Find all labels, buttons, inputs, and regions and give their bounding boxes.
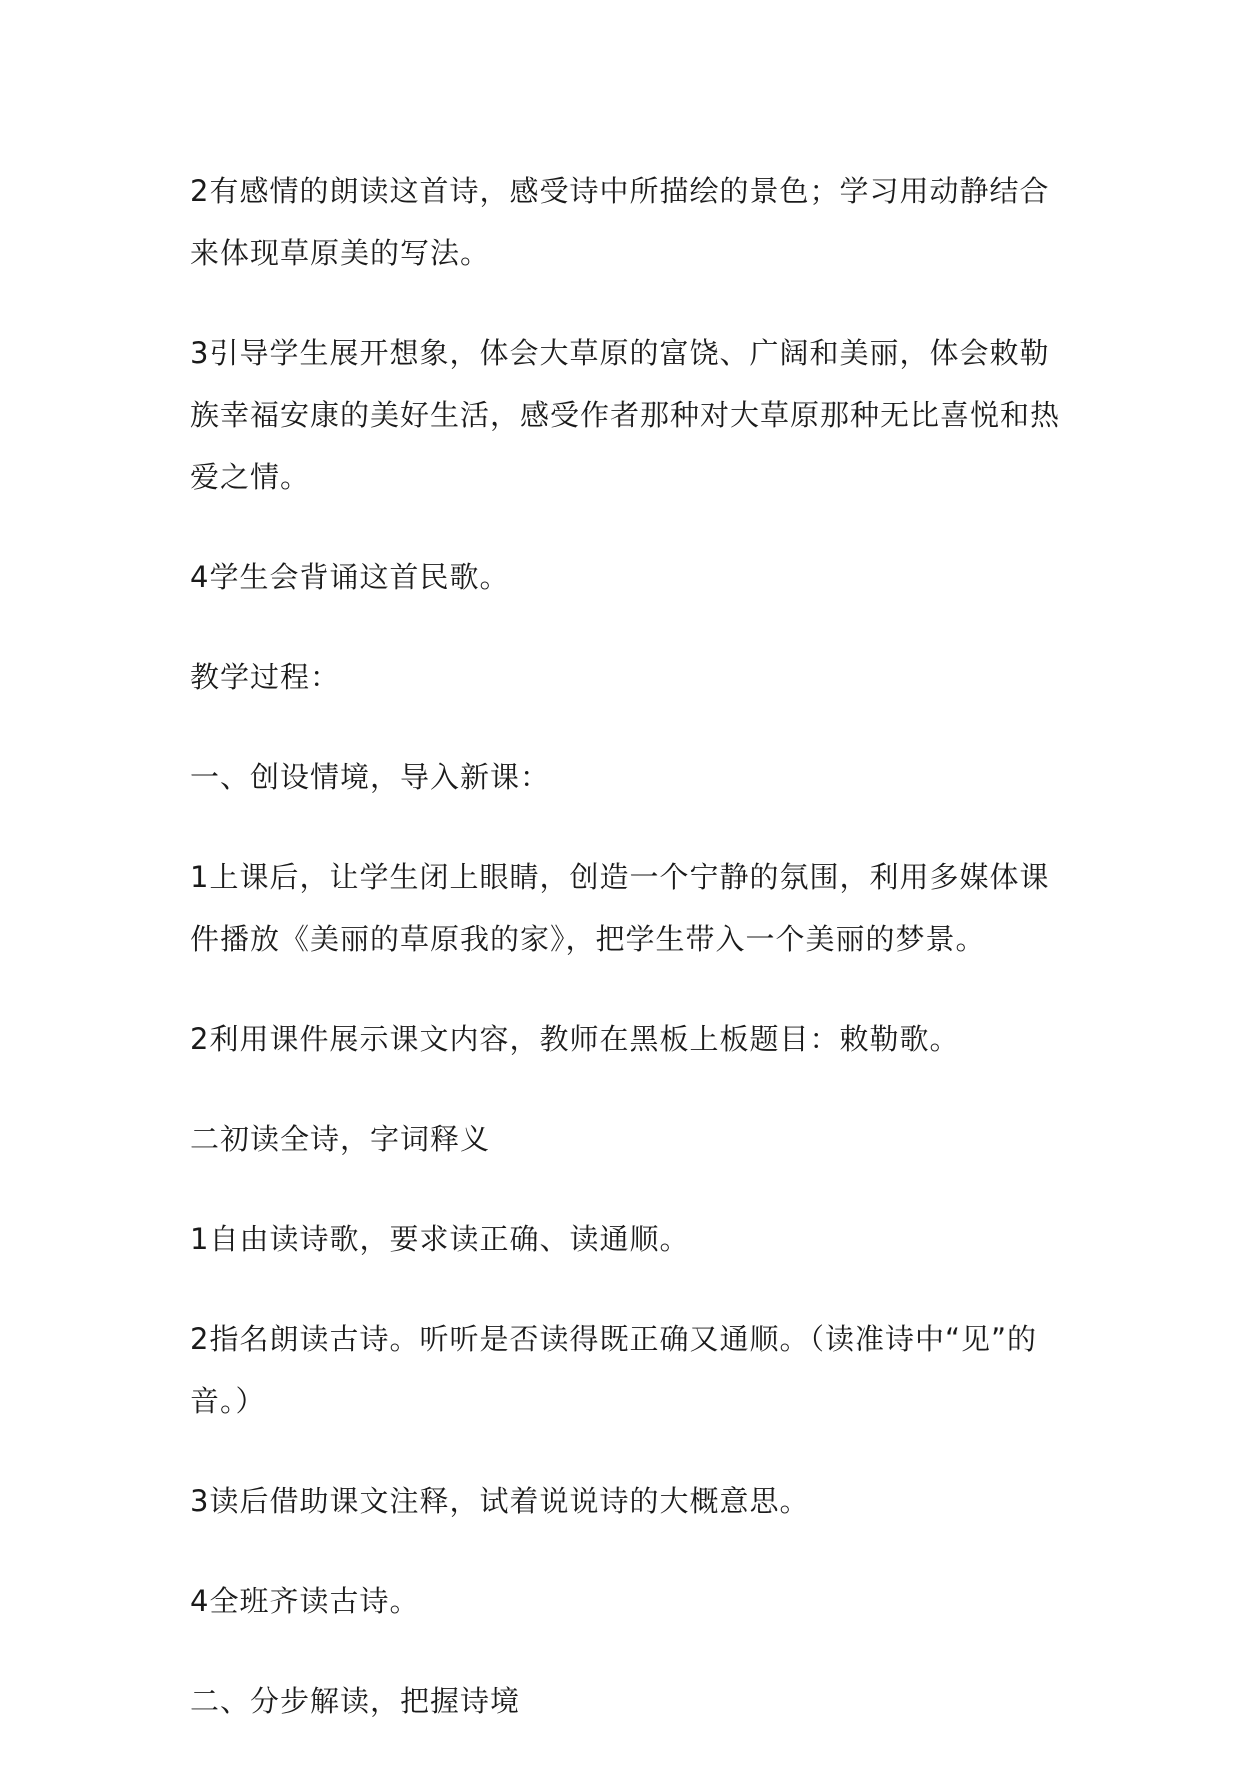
section-1-step-2: 2利用课件展示课文内容，教师在黑板上板题目：敕勒歌。: [190, 1022, 960, 1056]
section-2-step-2: 2指名朗读古诗。听听是否读得既正确又通顺。（读准诗中“见”的音。）: [190, 1322, 1037, 1418]
teaching-process-heading: 教学过程：: [190, 660, 341, 694]
section-1-step-1: 1上课后，让学生闭上眼睛，创造一个宁静的氛围，利用多媒体课件播放《美丽的草原我的家》，把学生带入一个美丽的梦景。: [190, 860, 1050, 956]
objective-2-paragraph: 2有感情的朗读这首诗，感受诗中所描绘的景色；学习用动静结合来体现草原美的写法。: [190, 174, 1050, 270]
section-2-step-1: 1自由读诗歌，要求读正确、读通顺。: [190, 1222, 690, 1256]
section-3-heading: 二、分步解读，把握诗境: [190, 1684, 521, 1718]
objective-3-paragraph: 3引导学生展开想象，体会大草原的富饶、广阔和美丽，体会敕勒族幸福安康的美好生活，感受作者那种对大草原那种无比喜悦和热爱之情。: [190, 336, 1061, 494]
section-2-heading: 二初读全诗，字词释义: [190, 1122, 491, 1156]
section-1-heading: 一、创设情境，导入新课：: [190, 760, 551, 794]
section-2-step-3: 3读后借助课文注释，试着说说诗的大概意思。: [190, 1484, 810, 1518]
objective-4-paragraph: 4学生会背诵这首民歌。: [190, 560, 510, 594]
document-body: [190, 160, 1060, 1770]
section-2-step-4: 4全班齐读古诗。: [190, 1584, 420, 1618]
